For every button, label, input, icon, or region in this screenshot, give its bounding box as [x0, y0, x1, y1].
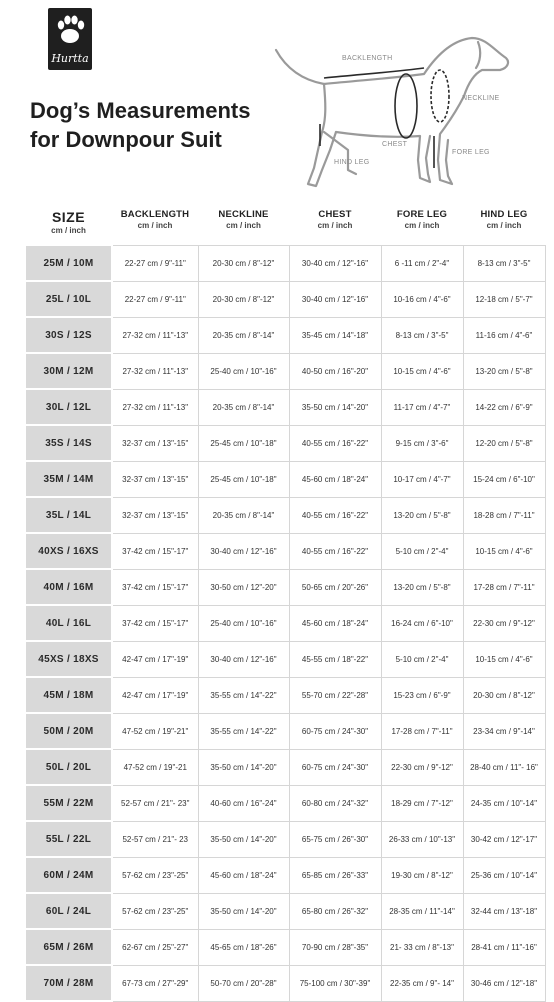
cell-chest: 70-90 cm / 28"-35": [289, 929, 381, 965]
cell-hind-leg: 11-16 cm / 4"-6": [463, 317, 545, 353]
cell-neckline: 20-30 cm / 8"-12": [198, 245, 289, 281]
cell-hind-leg: 12-20 cm / 5"-8": [463, 425, 545, 461]
cell-backlength: 52-57 cm / 21"- 23: [112, 821, 198, 857]
cell-chest: 60-75 cm / 24"-30": [289, 749, 381, 785]
cell-neckline: 35-50 cm / 14"-20": [198, 821, 289, 857]
cell-backlength: 62-67 cm / 25"-27": [112, 929, 198, 965]
table-row: [25, 893, 545, 929]
cell-chest: 55-70 cm / 22"-28": [289, 677, 381, 713]
cell-chest: 35-50 cm / 14"-20": [289, 389, 381, 425]
cell-backlength: 42-47 cm / 17"-19": [112, 641, 198, 677]
cell-size: 35S / 14S: [25, 425, 112, 461]
header-fore-leg: FORE LEG cm / inch: [396, 209, 448, 230]
cell-fore-leg: 5-10 cm / 2"-4": [381, 641, 463, 677]
table-row: [25, 605, 545, 641]
cell-neckline: 30-50 cm / 12"-20": [198, 569, 289, 605]
header-neckline: NECKLINE cm / inch: [218, 209, 269, 230]
cell-size: 35L / 14L: [25, 497, 112, 533]
cell-fore-leg: 8-13 cm / 3"-5": [381, 317, 463, 353]
cell-hind-leg: 8-13 cm / 3"-5": [463, 245, 545, 281]
cell-hind-leg: 13-20 cm / 5"-8": [463, 353, 545, 389]
cell-size: 55M / 22M: [25, 785, 112, 821]
cell-chest: 45-60 cm / 18"-24": [289, 605, 381, 641]
cell-size: 25M / 10M: [25, 245, 112, 281]
cell-hind-leg: 30-42 cm / 12"-17": [463, 821, 545, 857]
table-row: [25, 317, 545, 353]
cell-backlength: 32-37 cm / 13"-15": [112, 461, 198, 497]
cell-backlength: 47-52 cm / 19"-21": [112, 713, 198, 749]
cell-fore-leg: 9-15 cm / 3"-6": [381, 425, 463, 461]
cell-hind-leg: 17-28 cm / 7"-11": [463, 569, 545, 605]
table-row: [25, 749, 545, 785]
header-backlength: BACKLENGTH cm / inch: [120, 209, 190, 230]
cell-fore-leg: 6 -11 cm / 2"-4": [381, 245, 463, 281]
label-hind-leg: HIND LEG: [334, 159, 370, 166]
cell-neckline: 45-65 cm / 18"-26": [198, 929, 289, 965]
cell-neckline: 50-70 cm / 20"-28": [198, 965, 289, 1001]
cell-backlength: 57-62 cm / 23"-25": [112, 893, 198, 929]
cell-size: 40XS / 16XS: [25, 533, 112, 569]
cell-size: 65M / 26M: [25, 929, 112, 965]
paw-icon: [48, 8, 92, 54]
cell-backlength: 67-73 cm / 27"-29": [112, 965, 198, 1001]
cell-neckline: 30-40 cm / 12"-16": [198, 641, 289, 677]
cell-neckline: 20-35 cm / 8"-14": [198, 389, 289, 425]
page-title: [30, 96, 250, 154]
table-row: [25, 389, 545, 425]
cell-fore-leg: 18-29 cm / 7"-12": [381, 785, 463, 821]
table-row: [25, 857, 545, 893]
cell-backlength: 37-42 cm / 15"-17": [112, 569, 198, 605]
cell-size: 25L / 10L: [25, 281, 112, 317]
label-fore-leg: FORE LEG: [452, 149, 490, 156]
cell-size: 30L / 12L: [25, 389, 112, 425]
cell-backlength: 47-52 cm / 19"-21: [112, 749, 198, 785]
cell-neckline: 25-40 cm / 10"-16": [198, 353, 289, 389]
cell-hind-leg: 20-30 cm / 8"-12": [463, 677, 545, 713]
cell-chest: 30-40 cm / 12"-16": [289, 281, 381, 317]
cell-hind-leg: 24-35 cm / 10"-14": [463, 785, 545, 821]
cell-size: 40M / 16M: [25, 569, 112, 605]
cell-neckline: 20-35 cm / 8"-14": [198, 497, 289, 533]
cell-backlength: 32-37 cm / 13"-15": [112, 497, 198, 533]
cell-size: 30S / 12S: [25, 317, 112, 353]
cell-hind-leg: 14-22 cm / 6"-9": [463, 389, 545, 425]
cell-chest: 60-75 cm / 24"-30": [289, 713, 381, 749]
cell-neckline: 35-50 cm / 14"-20": [198, 749, 289, 785]
cell-fore-leg: 28-35 cm / 11"-14": [381, 893, 463, 929]
table-body: [25, 245, 545, 1001]
cell-backlength: 42-47 cm / 17"-19": [112, 677, 198, 713]
cell-neckline: 20-30 cm / 8"-12": [198, 281, 289, 317]
cell-hind-leg: 28-41 cm / 11"-16": [463, 929, 545, 965]
cell-neckline: 20-35 cm / 8"-14": [198, 317, 289, 353]
header-hind-leg: HIND LEG cm / inch: [480, 209, 528, 230]
cell-hind-leg: 32-44 cm / 13"-18": [463, 893, 545, 929]
title-line-2: for Downpour Suit: [30, 127, 222, 152]
cell-chest: 65-85 cm / 26"-33": [289, 857, 381, 893]
cell-fore-leg: 16-24 cm / 6"-10": [381, 605, 463, 641]
table-row: [25, 965, 545, 1001]
cell-neckline: 30-40 cm / 12"-16": [198, 533, 289, 569]
cell-fore-leg: 15-23 cm / 6"-9": [381, 677, 463, 713]
table-row: [25, 245, 545, 281]
cell-neckline: 25-45 cm / 10"-18": [198, 425, 289, 461]
table-row: [25, 677, 545, 713]
cell-chest: 40-55 cm / 16"-22": [289, 425, 381, 461]
cell-hind-leg: 15-24 cm / 6"-10": [463, 461, 545, 497]
cell-size: 55L / 22L: [25, 821, 112, 857]
table-row: [25, 821, 545, 857]
label-neckline: NECKLINE: [462, 95, 500, 102]
cell-size: 60M / 24M: [25, 857, 112, 893]
cell-size: 45XS / 18XS: [25, 641, 112, 677]
cell-backlength: 27-32 cm / 11"-13": [112, 353, 198, 389]
label-backlength: BACKLENGTH: [342, 55, 393, 62]
cell-fore-leg: 19-30 cm / 8"-12": [381, 857, 463, 893]
cell-fore-leg: 17-28 cm / 7"-11": [381, 713, 463, 749]
cell-fore-leg: 5-10 cm / 2"-4": [381, 533, 463, 569]
cell-fore-leg: 22-35 cm / 9"- 14": [381, 965, 463, 1001]
cell-fore-leg: 10-17 cm / 4"-7": [381, 461, 463, 497]
cell-chest: 40-55 cm / 16"-22": [289, 497, 381, 533]
cell-fore-leg: 10-16 cm / 4"-6": [381, 281, 463, 317]
neckline-loop: [431, 70, 449, 122]
cell-neckline: 40-60 cm / 16"-24": [198, 785, 289, 821]
cell-chest: 40-50 cm / 16"-20": [289, 353, 381, 389]
cell-size: 60L / 24L: [25, 893, 112, 929]
header-row: [25, 203, 545, 245]
chest-loop: [395, 74, 417, 138]
measurement-table: [24, 203, 546, 1002]
cell-size: 30M / 12M: [25, 353, 112, 389]
table-row: [25, 569, 545, 605]
cell-fore-leg: 13-20 cm / 5"-8": [381, 569, 463, 605]
cell-fore-leg: 11-17 cm / 4"-7": [381, 389, 463, 425]
table-row: [25, 713, 545, 749]
cell-size: 50L / 20L: [25, 749, 112, 785]
cell-size: 50M / 20M: [25, 713, 112, 749]
table-row: [25, 785, 545, 821]
cell-fore-leg: 10-15 cm / 4"-6": [381, 353, 463, 389]
cell-backlength: 57-62 cm / 23"-25": [112, 857, 198, 893]
table-row: [25, 497, 545, 533]
cell-chest: 40-55 cm / 16"-22": [289, 533, 381, 569]
cell-hind-leg: 18-28 cm / 7"-11": [463, 497, 545, 533]
cell-backlength: 27-32 cm / 11"-13": [112, 317, 198, 353]
header-chest: CHEST cm / inch: [317, 209, 353, 230]
cell-fore-leg: 13-20 cm / 5"-8": [381, 497, 463, 533]
cell-neckline: 25-45 cm / 10"-18": [198, 461, 289, 497]
cell-size: 70M / 28M: [25, 965, 112, 1001]
cell-neckline: 45-60 cm / 18"-24": [198, 857, 289, 893]
cell-backlength: 27-32 cm / 11"-13": [112, 389, 198, 425]
cell-hind-leg: 12-18 cm / 5"-7": [463, 281, 545, 317]
table-row: [25, 281, 545, 317]
measurement-table-wrap: [24, 203, 544, 1002]
cell-fore-leg: 26-33 cm / 10"-13": [381, 821, 463, 857]
cell-hind-leg: 10-15 cm / 4"-6": [463, 641, 545, 677]
title-line-1: Dog’s Measurements: [30, 98, 251, 123]
cell-neckline: 35-55 cm / 14"-22": [198, 677, 289, 713]
hurtta-logo: [48, 8, 92, 70]
cell-fore-leg: 21- 33 cm / 8"-13": [381, 929, 463, 965]
table-row: [25, 425, 545, 461]
dog-measurement-diagram: [264, 28, 514, 198]
cell-chest: 30-40 cm / 12"-16": [289, 245, 381, 281]
table-row: [25, 533, 545, 569]
table-row: [25, 641, 545, 677]
cell-chest: 65-80 cm / 26"-32": [289, 893, 381, 929]
cell-chest: 75-100 cm / 30"-39": [289, 965, 381, 1001]
cell-chest: 50-65 cm / 20"-26": [289, 569, 381, 605]
label-chest: CHEST: [382, 141, 408, 148]
cell-neckline: 35-55 cm / 14"-22": [198, 713, 289, 749]
cell-size: 40L / 16L: [25, 605, 112, 641]
table-row: [25, 353, 545, 389]
cell-backlength: 22-27 cm / 9"-11": [112, 245, 198, 281]
cell-backlength: 37-42 cm / 15"-17": [112, 605, 198, 641]
cell-hind-leg: 22-30 cm / 9"-12": [463, 605, 545, 641]
cell-hind-leg: 30-46 cm / 12"-18": [463, 965, 545, 1001]
table-row: [25, 461, 545, 497]
header-size: SIZE cm / inch: [51, 209, 86, 235]
cell-chest: 60-80 cm / 24"-32": [289, 785, 381, 821]
brand-name: Hurtta: [51, 52, 89, 65]
cell-size: 35M / 14M: [25, 461, 112, 497]
cell-fore-leg: 22-30 cm / 9"-12": [381, 749, 463, 785]
cell-backlength: 32-37 cm / 13"-15": [112, 425, 198, 461]
cell-chest: 65-75 cm / 26"-30": [289, 821, 381, 857]
cell-hind-leg: 28-40 cm / 11"- 16": [463, 749, 545, 785]
table-row: [25, 929, 545, 965]
cell-chest: 45-55 cm / 18"-22": [289, 641, 381, 677]
cell-size: 45M / 18M: [25, 677, 112, 713]
cell-neckline: 35-50 cm / 14"-20": [198, 893, 289, 929]
cell-hind-leg: 10-15 cm / 4"-6": [463, 533, 545, 569]
cell-backlength: 37-42 cm / 15"-17": [112, 533, 198, 569]
cell-chest: 45-60 cm / 18"-24": [289, 461, 381, 497]
cell-hind-leg: 25-36 cm / 10"-14": [463, 857, 545, 893]
cell-neckline: 25-40 cm / 10"-16": [198, 605, 289, 641]
cell-backlength: 52-57 cm / 21"- 23": [112, 785, 198, 821]
cell-backlength: 22-27 cm / 9"-11": [112, 281, 198, 317]
cell-hind-leg: 23-34 cm / 9"-14": [463, 713, 545, 749]
cell-chest: 35-45 cm / 14"-18": [289, 317, 381, 353]
